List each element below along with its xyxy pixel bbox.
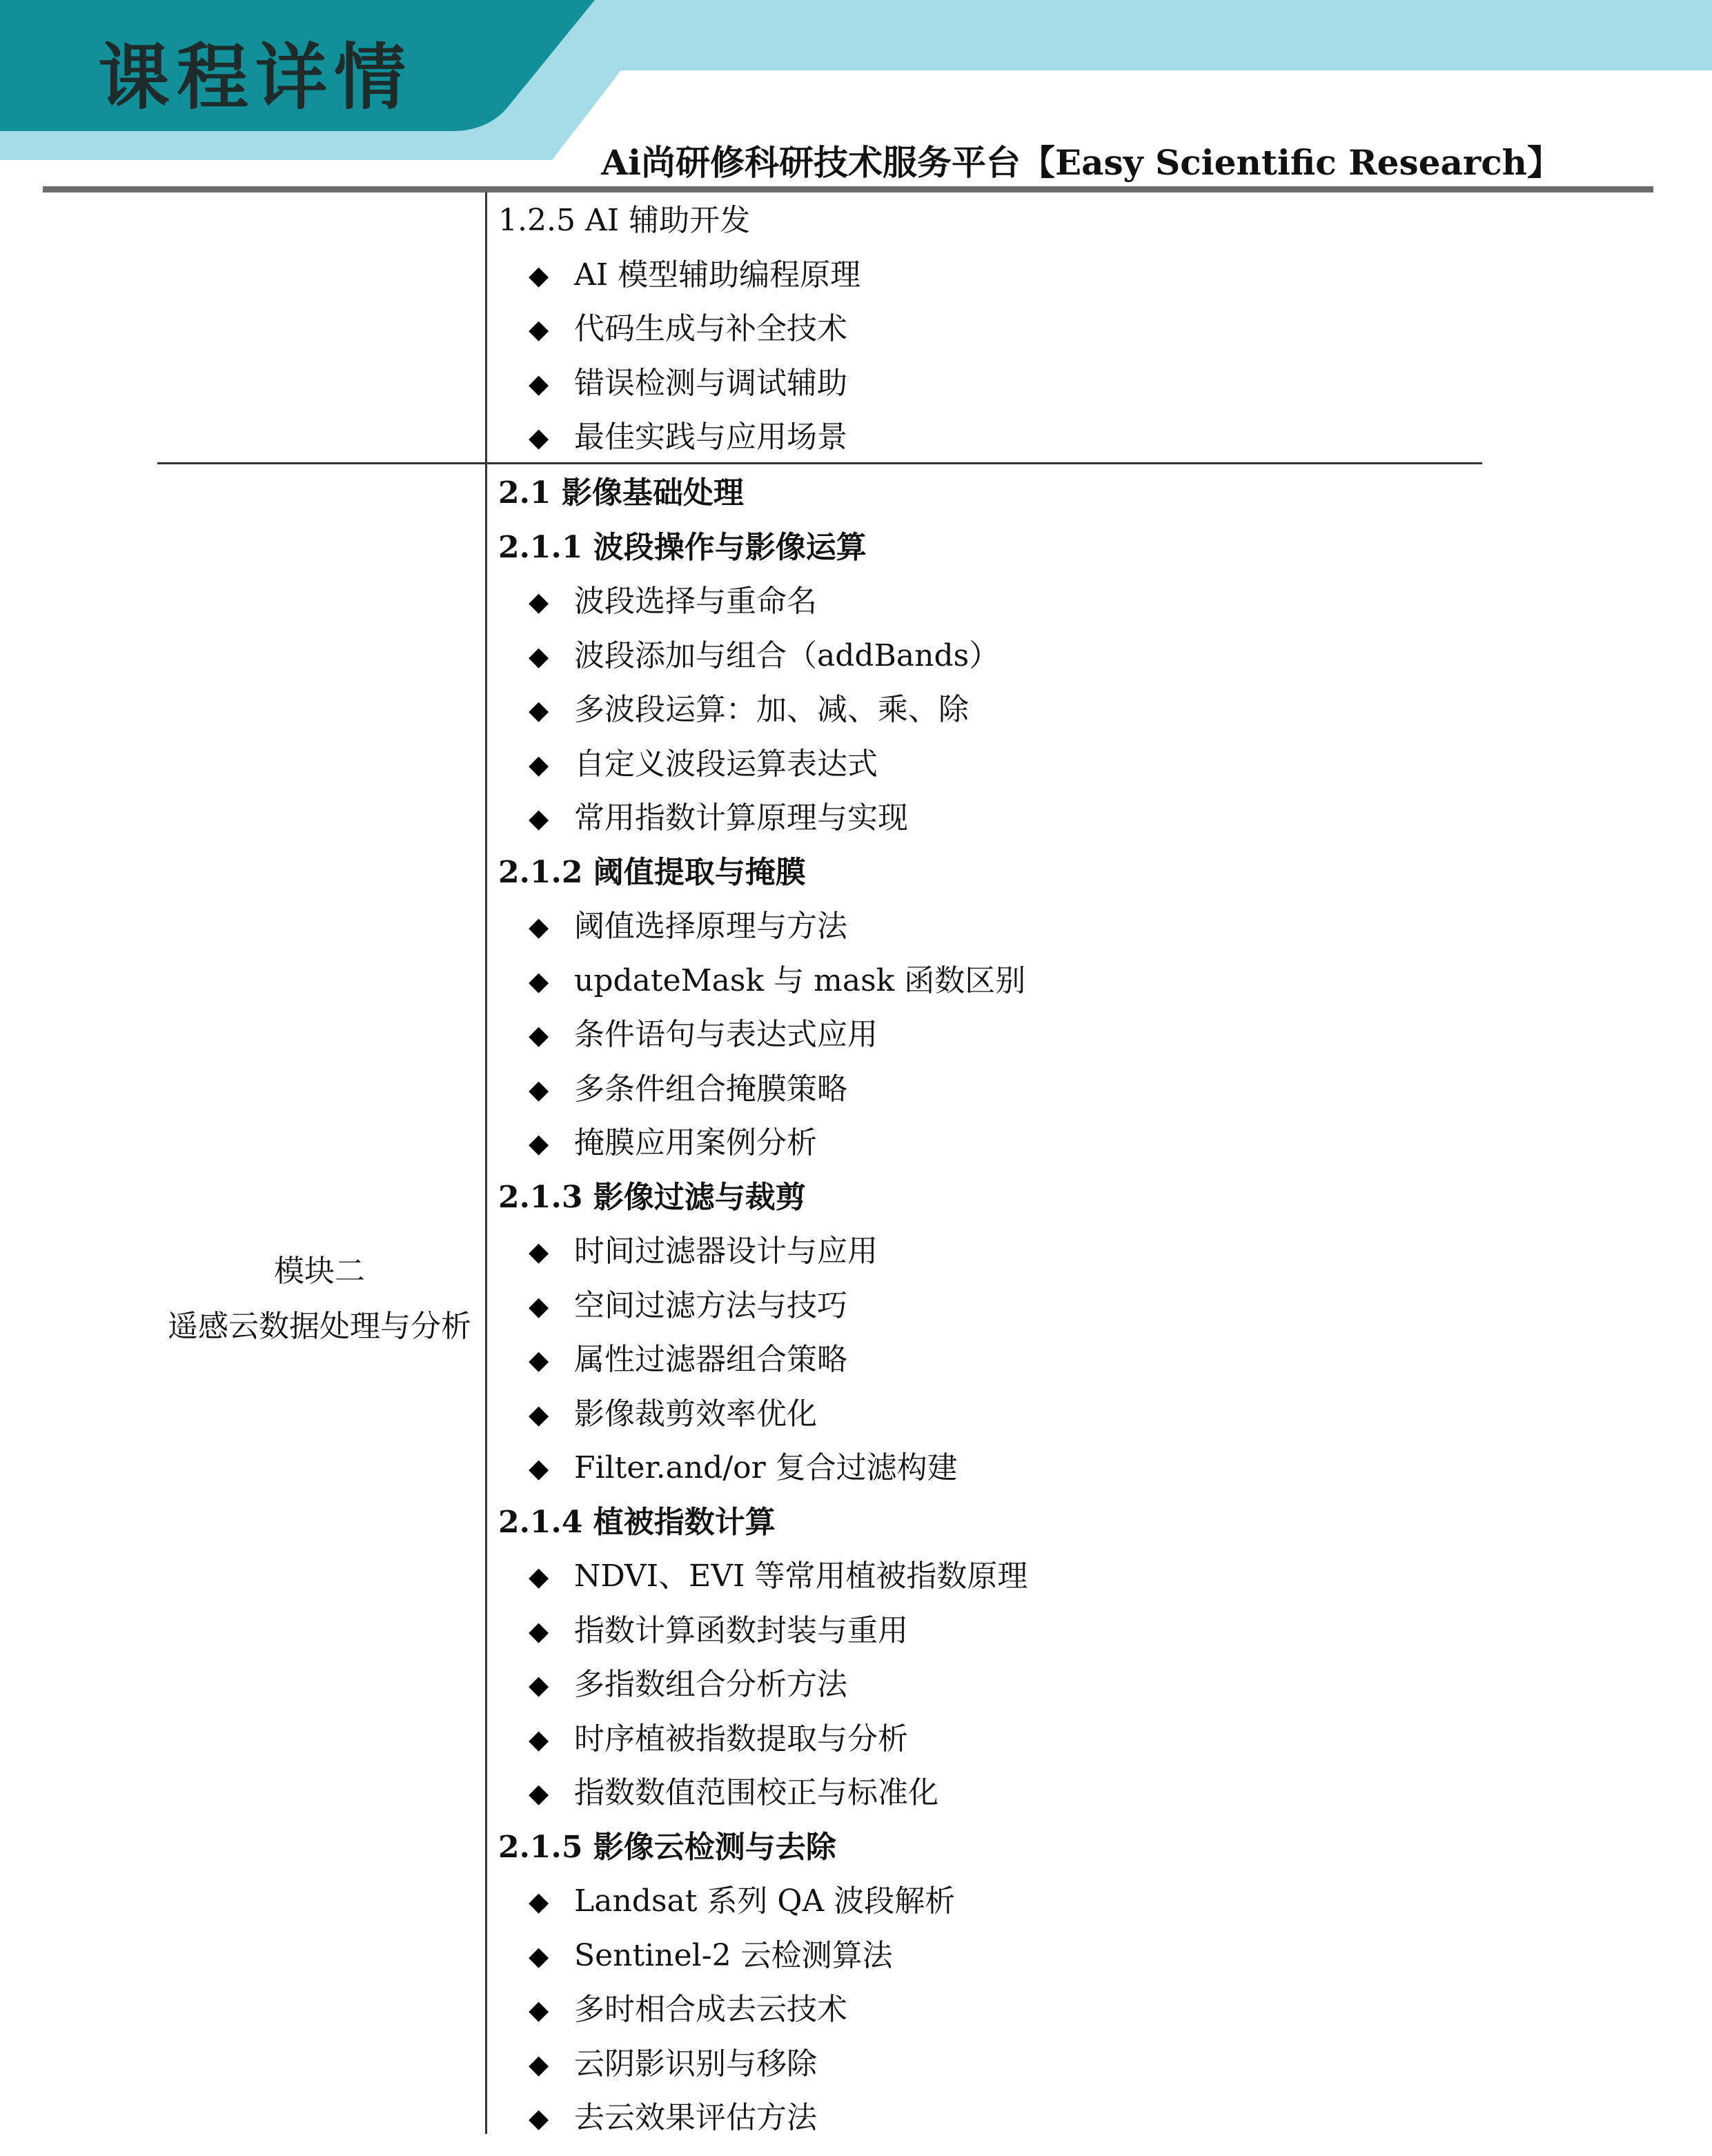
subsection-heading: 2.1.3 影像过滤与裁剪 (498, 1179, 806, 1215)
list-item: ◆ 指数计算函数封装与重用 (498, 1604, 1657, 1659)
diamond-bullet-icon: ◆ (529, 1020, 549, 1050)
list-item: ◆ 多条件组合掩膜策略 (498, 1062, 1657, 1117)
diamond-bullet-icon: ◆ (529, 368, 549, 399)
list-item: ◆ 波段选择与重命名 (498, 575, 1657, 629)
list-item: ◆ 错误检测与调试辅助 (498, 357, 1657, 411)
diamond-bullet-icon: ◆ (529, 1398, 549, 1430)
diamond-bullet-icon: ◆ (529, 2048, 549, 2079)
page-title: 课程详情 (98, 35, 413, 119)
diamond-bullet-icon: ◆ (529, 314, 549, 344)
list-item: ◆ 时间过滤器设计与应用 (498, 1225, 1657, 1279)
subsection-heading: 2.1.5 影像云检测与去除 (498, 1829, 836, 1865)
list-item: ◆ Filter.and/or 复合过滤构建 (498, 1441, 1657, 1496)
column-divider (485, 192, 487, 463)
section2-content (498, 466, 1657, 2146)
diamond-bullet-icon: ◆ (529, 1886, 549, 1917)
diamond-bullet-icon: ◆ (529, 1561, 549, 1592)
diamond-bullet-icon: ◆ (529, 1778, 549, 1808)
section1-content (498, 194, 1657, 465)
list-item: ◆ 多波段运算：加、减、乘、除 (498, 683, 1657, 738)
list-item: ◆ 时序植被指数提取与分析 (498, 1712, 1657, 1767)
diamond-bullet-icon: ◆ (529, 422, 549, 453)
diamond-bullet-icon: ◆ (529, 1615, 549, 1646)
subsection-heading: 2.1.4 植被指数计算 (498, 1504, 776, 1540)
diamond-bullet-icon: ◆ (529, 911, 549, 942)
diamond-bullet-icon: ◆ (529, 695, 549, 725)
list-item: ◆ 去云效果评估方法 (498, 2091, 1657, 2146)
diamond-bullet-icon: ◆ (529, 1453, 549, 1483)
list-item: ◆ 自定义波段运算表达式 (498, 738, 1657, 792)
section-heading: 2.1 影像基础处理 (498, 475, 744, 511)
list-item: ◆ 条件语句与表达式应用 (498, 1008, 1657, 1062)
list-item: ◆ 多时相合成去云技术 (498, 1983, 1657, 2037)
diamond-bullet-icon: ◆ (529, 749, 549, 780)
section-continuation (0, 192, 1712, 463)
diamond-bullet-icon: ◆ (529, 1723, 549, 1754)
list-item: ◆ 空间过滤方法与技巧 (498, 1279, 1657, 1334)
column-divider (485, 464, 487, 2134)
list-item: ◆ 常用指数计算原理与实现 (498, 791, 1657, 846)
list-item: ◆ Sentinel-2 云检测算法 (498, 1929, 1657, 1984)
list-item: ◆ Landsat 系列 QA 波段解析 (498, 1875, 1657, 1929)
module-number: 模块二 (274, 1254, 365, 1289)
diamond-bullet-icon: ◆ (529, 1345, 549, 1375)
list-item: ◆ 波段添加与组合（addBands） (498, 629, 1657, 684)
diamond-bullet-icon: ◆ (529, 1290, 549, 1321)
section-heading: 1.2.5 AI 辅助开发 (498, 203, 751, 238)
list-item: ◆ 云阴影识别与移除 (498, 2037, 1657, 2092)
diamond-bullet-icon: ◆ (529, 1128, 549, 1158)
list-item: ◆ 影像裁剪效率优化 (498, 1387, 1657, 1442)
diamond-bullet-icon: ◆ (529, 1670, 549, 1700)
diamond-bullet-icon: ◆ (529, 1236, 549, 1267)
diamond-bullet-icon: ◆ (529, 640, 549, 671)
list-item: ◆ 最佳实践与应用场景 (498, 411, 1657, 465)
diamond-bullet-icon: ◆ (529, 2103, 549, 2133)
module-name: 遥感云数据处理与分析 (168, 1309, 471, 1344)
list-item: ◆ 多指数组合分析方法 (498, 1658, 1657, 1712)
list-item: ◆ AI 模型辅助编程原理 (498, 248, 1657, 303)
list-item: ◆ 代码生成与补全技术 (498, 302, 1657, 357)
diamond-bullet-icon: ◆ (529, 1074, 549, 1105)
diamond-bullet-icon: ◆ (529, 803, 549, 833)
list-item: ◆ NDVI、EVI 等常用植被指数原理 (498, 1550, 1657, 1604)
list-item: ◆ 掩膜应用案例分析 (498, 1116, 1657, 1171)
diamond-bullet-icon: ◆ (529, 586, 549, 617)
subsection-heading: 2.1.2 阈值提取与掩膜 (498, 854, 806, 890)
list-item: ◆ 阈值选择原理与方法 (498, 900, 1657, 954)
header-rule (43, 186, 1653, 192)
diamond-bullet-icon: ◆ (529, 259, 549, 290)
platform-subtitle: Ai尚研修科研技术服务平台【Easy Scientific Research】 (601, 142, 1562, 183)
list-item: ◆ 属性过滤器组合策略 (498, 1333, 1657, 1387)
diamond-bullet-icon: ◆ (529, 965, 549, 996)
diamond-bullet-icon: ◆ (529, 1995, 549, 2025)
subsection-heading: 2.1.1 波段操作与影像运算 (498, 529, 867, 565)
diamond-bullet-icon: ◆ (529, 1940, 549, 1971)
list-item: ◆ 指数数值范围校正与标准化 (498, 1766, 1657, 1821)
module-label (157, 1244, 482, 1354)
list-item: ◆ updateMask 与 mask 函数区别 (498, 954, 1657, 1009)
module-two-row (0, 464, 1712, 2134)
